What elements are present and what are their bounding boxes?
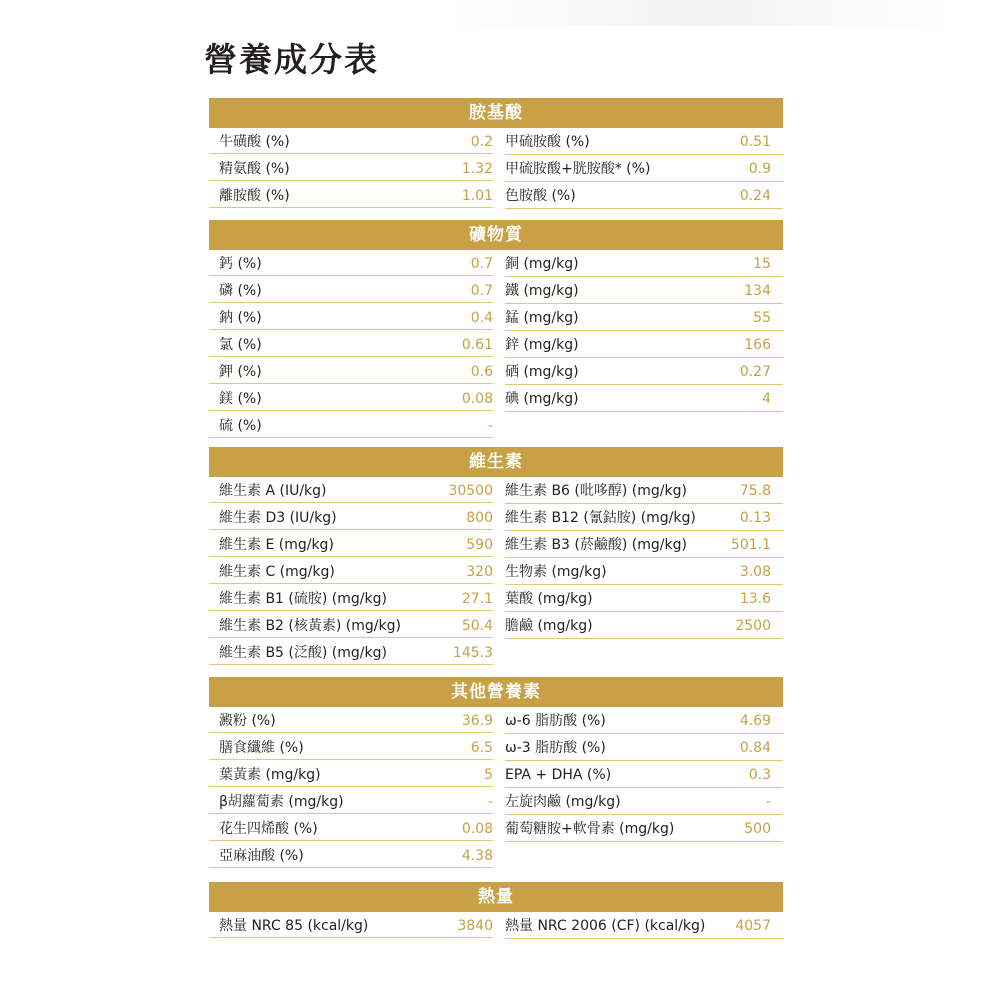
right-nutrient-name: 色胺酸 (%) <box>505 188 576 204</box>
right-nutrient-name: 生物素 (mg/kg) <box>505 564 607 580</box>
left-nutrient-name: 膳食纖維 (%) <box>219 740 304 756</box>
table-row <box>209 842 783 869</box>
right-nutrient-value: 0.9 <box>748 161 771 177</box>
left-nutrient-name: 維生素 E (mg/kg) <box>219 537 334 553</box>
page-title: 營養成分表 <box>204 40 379 79</box>
right-nutrient-value: 3.08 <box>739 564 771 580</box>
table-row <box>209 761 783 788</box>
left-nutrient-name: 熱量 NRC 85 (kcal/kg) <box>219 918 369 934</box>
table-row <box>209 585 783 612</box>
left-nutrient-name: 硫 (%) <box>219 418 262 434</box>
top-shadow <box>0 0 1000 26</box>
right-nutrient-value: 13.6 <box>739 591 771 607</box>
right-nutrient-name: 甲硫胺酸+胱胺酸* (%) <box>505 161 651 177</box>
right-nutrient-name: 錳 (mg/kg) <box>505 310 579 326</box>
left-nutrient-name: 牛磺酸 (%) <box>219 134 290 150</box>
left-nutrient-value: 0.4 <box>209 304 493 330</box>
right-nutrient-value: 0.84 <box>739 740 771 756</box>
section-header: 其他營養素 <box>209 677 783 707</box>
left-nutrient-name: 亞麻油酸 (%) <box>219 848 304 864</box>
table-row <box>209 277 783 304</box>
left-nutrient-value: 800 <box>209 504 493 530</box>
right-nutrient-value: 4 <box>762 391 771 407</box>
left-nutrient-value: 1.01 <box>209 182 493 208</box>
right-nutrient-name <box>505 842 705 868</box>
table-row <box>209 412 783 439</box>
right-nutrient-value: 134 <box>744 283 771 299</box>
left-nutrient-name: 氯 (%) <box>219 337 262 353</box>
right-nutrient-name: 維生素 B12 (氰鈷胺) (mg/kg) <box>505 510 696 526</box>
section-header: 熱量 <box>209 882 783 912</box>
left-nutrient-name: 鈣 (%) <box>219 256 262 272</box>
right-nutrient-name: 碘 (mg/kg) <box>505 391 579 407</box>
right-nutrient-name <box>505 412 705 438</box>
right-nutrient-value: 15 <box>753 256 771 272</box>
right-nutrient-value: 55 <box>753 310 771 326</box>
right-nutrient-name <box>505 639 705 665</box>
left-nutrient-value: 590 <box>209 531 493 557</box>
table-row <box>209 558 783 585</box>
right-nutrient-value: 0.27 <box>739 364 771 380</box>
table-row <box>209 477 783 504</box>
table-row <box>209 250 783 277</box>
section-0 <box>209 98 783 209</box>
table-row <box>209 128 783 155</box>
right-nutrient-value: 0.13 <box>739 510 771 526</box>
section-header: 礦物質 <box>209 220 783 250</box>
table-row <box>209 815 783 842</box>
right-nutrient-name: 維生素 B3 (菸鹼酸) (mg/kg) <box>505 537 687 553</box>
left-nutrient-value: 0.6 <box>209 358 493 384</box>
section-3 <box>209 677 783 869</box>
right-nutrient-value: 0.24 <box>739 188 771 204</box>
row-divider <box>505 938 783 939</box>
left-nutrient-name: 葉黃素 (mg/kg) <box>219 767 321 783</box>
right-nutrient-value <box>705 639 783 665</box>
right-nutrient-value: 0.51 <box>739 134 771 150</box>
left-nutrient-name: 鎂 (%) <box>219 391 262 407</box>
left-nutrient-name: 維生素 B5 (泛酸) (mg/kg) <box>219 645 387 661</box>
left-nutrient-value: - <box>209 412 493 438</box>
left-nutrient-name: 維生素 A (IU/kg) <box>219 483 327 499</box>
left-nutrient-name: 維生素 D3 (IU/kg) <box>219 510 337 526</box>
right-nutrient-value: 2500 <box>735 618 771 634</box>
table-row <box>209 358 783 385</box>
table-row <box>209 912 783 939</box>
section-header: 維生素 <box>209 447 783 477</box>
left-nutrient-value: - <box>209 788 493 814</box>
table-row <box>209 155 783 182</box>
left-nutrient-value: 5 <box>209 761 493 787</box>
right-nutrient-name: 膽鹼 (mg/kg) <box>505 618 593 634</box>
table-row <box>209 788 783 815</box>
right-nutrient-name: 熱量 NRC 2006 (CF) (kcal/kg) <box>505 918 706 934</box>
right-nutrient-name: 葡萄糖胺+軟骨素 (mg/kg) <box>505 821 675 837</box>
table-row <box>209 182 783 209</box>
row-divider <box>505 208 783 209</box>
right-nutrient-name: ω-3 脂肪酸 (%) <box>505 740 606 756</box>
left-nutrient-value: 1.32 <box>209 155 493 181</box>
left-nutrient-value: 36.9 <box>209 707 493 733</box>
left-nutrient-value: 50.4 <box>209 612 493 638</box>
right-nutrient-value: 4057 <box>735 918 771 934</box>
left-nutrient-name: β胡蘿蔔素 (mg/kg) <box>219 794 344 810</box>
left-nutrient-value: 145.3 <box>209 639 493 665</box>
left-nutrient-value: 4.38 <box>209 842 493 868</box>
right-nutrient-value: - <box>765 794 771 810</box>
right-nutrient-name: 硒 (mg/kg) <box>505 364 579 380</box>
left-nutrient-name: 鈉 (%) <box>219 310 262 326</box>
left-nutrient-name: 維生素 B1 (硫胺) (mg/kg) <box>219 591 387 607</box>
left-nutrient-name: 鉀 (%) <box>219 364 262 380</box>
right-nutrient-name: 鐵 (mg/kg) <box>505 283 579 299</box>
table-row <box>209 504 783 531</box>
table-row <box>209 734 783 761</box>
left-nutrient-value: 0.08 <box>209 815 493 841</box>
left-nutrient-value: 27.1 <box>209 585 493 611</box>
section-4 <box>209 882 783 939</box>
right-nutrient-name: ω-6 脂肪酸 (%) <box>505 713 606 729</box>
table-row <box>209 639 783 666</box>
right-nutrient-name: 鋅 (mg/kg) <box>505 337 579 353</box>
table-row <box>209 707 783 734</box>
right-nutrient-value: 501.1 <box>730 537 771 553</box>
left-nutrient-value: 0.08 <box>209 385 493 411</box>
left-nutrient-name: 澱粉 (%) <box>219 713 276 729</box>
right-nutrient-value: 166 <box>744 337 771 353</box>
section-1 <box>209 220 783 439</box>
left-nutrient-name: 維生素 B2 (核黃素) (mg/kg) <box>219 618 401 634</box>
table-row <box>209 331 783 358</box>
table-row <box>209 304 783 331</box>
right-nutrient-value <box>705 412 783 438</box>
left-nutrient-value: 0.2 <box>209 128 493 154</box>
left-nutrient-name: 精氨酸 (%) <box>219 161 290 177</box>
right-nutrient-name: 左旋肉鹼 (mg/kg) <box>505 794 621 810</box>
table-row <box>209 531 783 558</box>
section-header: 胺基酸 <box>209 98 783 128</box>
right-nutrient-value: 4.69 <box>739 713 771 729</box>
left-nutrient-value: 320 <box>209 558 493 584</box>
left-nutrient-name: 磷 (%) <box>219 283 262 299</box>
left-nutrient-value: 3840 <box>209 912 493 938</box>
left-nutrient-value: 0.7 <box>209 277 493 303</box>
table-row <box>209 612 783 639</box>
table-row <box>209 385 783 412</box>
right-nutrient-name: 維生素 B6 (吡哆醇) (mg/kg) <box>505 483 687 499</box>
right-nutrient-name: 甲硫胺酸 (%) <box>505 134 590 150</box>
right-nutrient-value <box>705 842 783 868</box>
right-nutrient-name: 銅 (mg/kg) <box>505 256 579 272</box>
right-nutrient-value: 0.3 <box>748 767 771 783</box>
right-nutrient-value: 500 <box>744 821 771 837</box>
right-nutrient-value: 75.8 <box>739 483 771 499</box>
left-nutrient-name: 離胺酸 (%) <box>219 188 290 204</box>
right-nutrient-name: 葉酸 (mg/kg) <box>505 591 593 607</box>
left-nutrient-value: 0.7 <box>209 250 493 276</box>
right-nutrient-name: EPA + DHA (%) <box>505 767 612 783</box>
left-nutrient-value: 30500 <box>209 477 493 503</box>
left-nutrient-name: 維生素 C (mg/kg) <box>219 564 335 580</box>
left-nutrient-value: 6.5 <box>209 734 493 760</box>
left-nutrient-value: 0.61 <box>209 331 493 357</box>
left-nutrient-name: 花生四烯酸 (%) <box>219 821 318 837</box>
section-2 <box>209 447 783 666</box>
